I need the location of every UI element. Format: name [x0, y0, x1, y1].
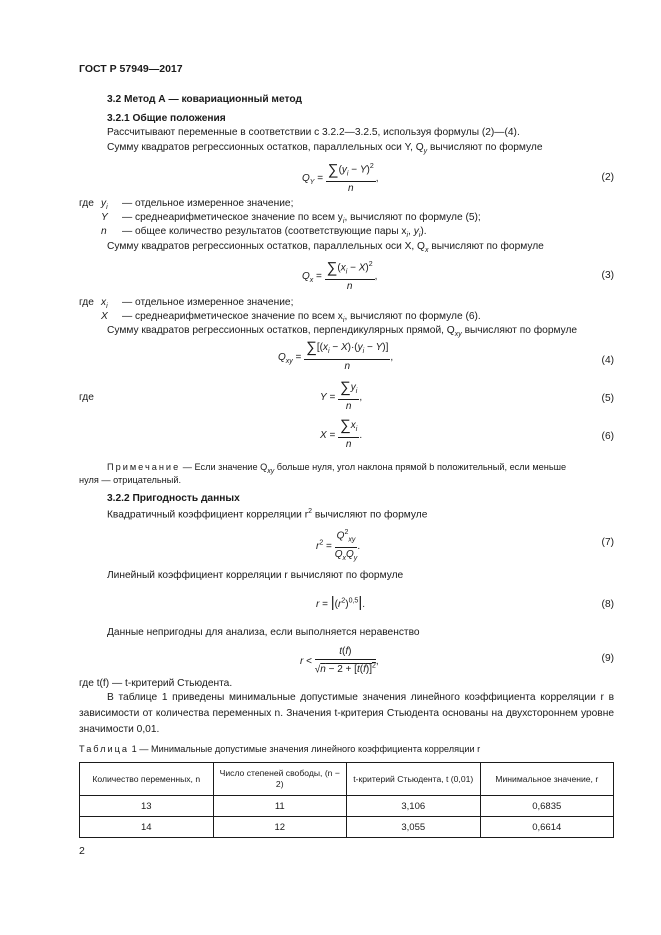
paragraph-sum-xy: Сумму квадратов регрессионных остатков, перпендикулярных прямой, $Q_{xy}$ вычисляют по формуле: [107, 325, 578, 339]
equation-5: Y = $\frac{\sum y_i}{n}$ ,: [320, 379, 363, 412]
definition-n: — общее количество результатов (соответствующие пары $x_i$, $y_i$).: [122, 226, 427, 240]
equation-2: $Q_Y$ = $\frac{\sum(y_i - Y)^2}{n}$ ,: [302, 161, 379, 195]
where-label-3: где: [79, 392, 94, 403]
table-header-cell: Количество переменных, n: [80, 763, 214, 796]
definition-xi: — отдельное измеренное значение;: [122, 297, 294, 308]
symbol-Y: Y: [101, 212, 108, 223]
equation-number-7: (7): [601, 537, 614, 548]
correlation-table: [79, 762, 614, 838]
table-header-row: [80, 763, 614, 796]
where-label-2: где: [79, 297, 94, 308]
table-cell: 0,6835: [480, 796, 614, 817]
equation-number-3: (3): [601, 270, 614, 281]
paragraph-table-reference: В таблице 1 приведены минимальные допустимые значения линейного коэффициента корреляции r в зависимости от количества переменных n. Значения t-критерия Стьюдента основаны на двухстороннем уровне значимости 0,01.: [79, 692, 614, 735]
table-header-cell: Минимальное значение, r: [480, 763, 614, 796]
paragraph-sum-x: Сумму квадратов регрессионных остатков, параллельных оси X, $Q_x$ вычисляют по формуле: [107, 241, 544, 255]
paragraph-unfit: Данные непригодны для анализа, если выполняется неравенство: [107, 627, 420, 638]
table-header-cell: t-критерий Стьюдента, t (0,01): [347, 763, 481, 796]
table-cell: 11: [213, 796, 347, 817]
definition-Y: — среднеарифметическое значение по всем $y_i$, вычисляют по формуле (5);: [122, 212, 481, 226]
symbol-xi: $x_i$: [101, 297, 108, 311]
document-header: ГОСТ Р 57949—2017: [79, 63, 183, 75]
equation-6: X = $\frac{\sum x_i}{n}$ .: [320, 417, 363, 450]
symbol-n: n: [101, 226, 107, 237]
symbol-yi: $y_i$: [101, 198, 108, 212]
paragraph-r: Линейный коэффициент корреляции r вычисляют по формуле: [107, 570, 404, 581]
definition-X: — среднеарифметическое значение по всем $x_i$, вычисляют по формуле (6).: [122, 311, 481, 325]
paragraph-r2: Квадратичный коэффициент корреляции $r^2$ вычисляют по формуле: [107, 508, 428, 521]
subsection-title-3-2-2: 3.2.2 Пригодность данных: [107, 493, 240, 504]
equation-number-4: (4): [601, 355, 614, 366]
table-cell: 14: [80, 817, 214, 838]
equation-number-5: (5): [601, 393, 614, 404]
table-cell: 3,055: [347, 817, 481, 838]
section-title: 3.2 Метод А — ковариационный метод: [107, 94, 302, 105]
definition-t: где t(f) — t-критерий Стьюдента.: [79, 678, 233, 689]
table-cell: 3,106: [347, 796, 481, 817]
table-cell: 0,6614: [480, 817, 614, 838]
table-row: [80, 817, 614, 838]
table-cell: 12: [213, 817, 347, 838]
table-row: [80, 796, 614, 817]
equation-9: r < $\frac{t(f)}{√n - 2 + [t(f)]^2}$ ,: [300, 646, 379, 676]
equation-7: $r^2$ = $\frac{Q^2_{xy}}{Q_xQ_y}$ .: [316, 526, 360, 566]
where-label: где: [79, 198, 94, 209]
equation-number-9: (9): [601, 653, 614, 664]
equation-4: $Q_{xy}$ = $\frac{\sum[(x_i - X)\cdot(y_i - Y)]}{n}$ ,: [278, 339, 394, 372]
note-line-2: нуля — отрицательный.: [79, 475, 182, 485]
equation-number-2: (2): [601, 172, 614, 183]
symbol-X: X: [101, 311, 108, 322]
table-header-cell: Число степеней свободы, (n − 2): [213, 763, 347, 796]
paragraph-intro: Рассчитывают переменные в соответствии с 3.2.2—3.2.5, используя формулы (2)—(4).: [107, 127, 520, 138]
paragraph-sum-y: Сумму квадратов регрессионных остатков, параллельных оси Y, $Q_y$ вычисляют по формуле: [107, 142, 543, 156]
equation-3: $Q_x$ = $\frac{\sum(x_i - X)^2}{n}$ ,: [302, 259, 378, 293]
equation-8: $r = |(r^2)^{0,5}|$.: [316, 594, 366, 611]
table-cell: 13: [80, 796, 214, 817]
subsection-title-3-2-1: 3.2.1 Общие положения: [107, 113, 226, 124]
equation-number-6: (6): [601, 431, 614, 442]
table-caption: Таблица 1 — Минимальные допустимые значения линейного коэффициента корреляции r: [79, 744, 481, 754]
definition-yi: — отдельное измеренное значение;: [122, 198, 294, 209]
note-line-1: Примечание — Если значение $Q_{xy}$ больше нуля, угол наклона прямой b положительный, если меньше: [107, 462, 567, 475]
equation-number-8: (8): [601, 599, 614, 610]
page-number: 2: [79, 845, 85, 857]
